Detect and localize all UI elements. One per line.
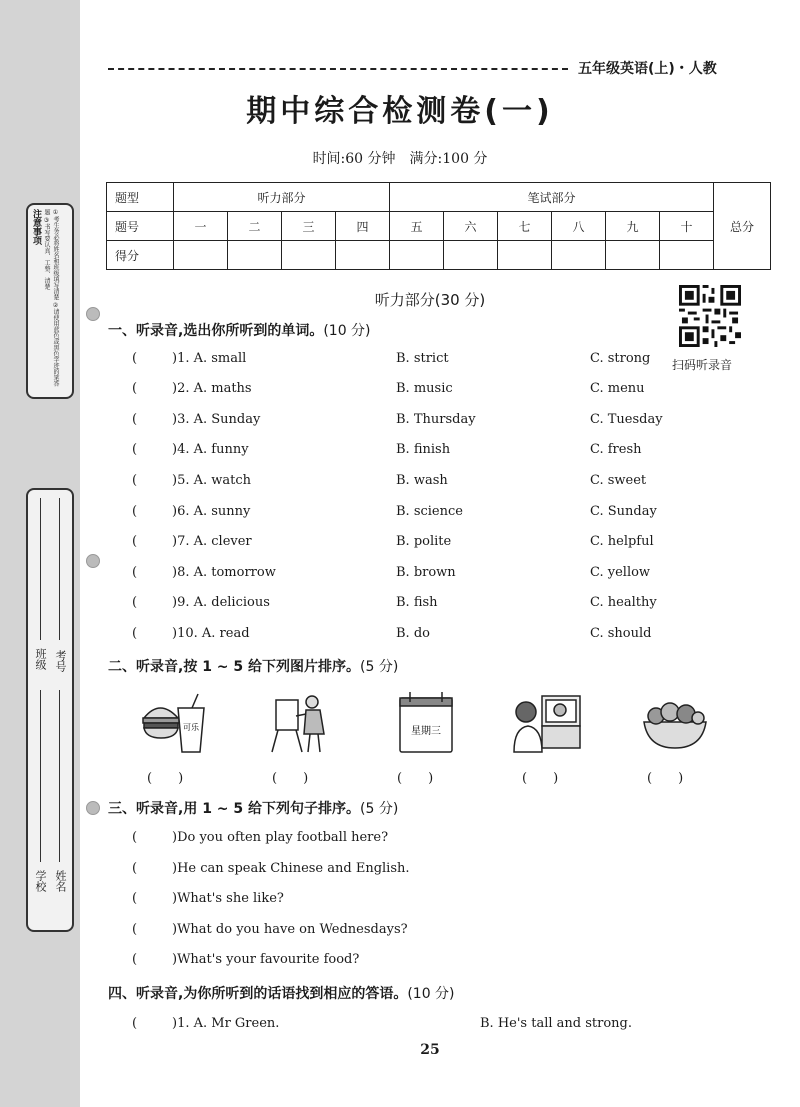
painting-picture [268,690,338,754]
score-cell[interactable] [606,241,660,270]
list-item: ( )What's she like? [132,891,284,906]
row-label-number: 题号 [107,212,174,241]
list-item: ( )1. A. small B. strict C. strong [132,351,651,366]
question-number: 三 [282,212,336,241]
list-item: ( )2. A. maths B. music C. menu [132,381,645,396]
listening-section-header: 听力部分(30 分) [374,291,486,309]
list-item: ( )5. A. watch B. wash C. sweet [132,473,647,488]
list-item: ( )What do you have on Wednesdays? [132,922,408,937]
score-cell[interactable] [336,241,390,270]
binding-hole-icon [86,801,100,815]
book-label: 五年级英语(上)・人教 [578,61,717,77]
notice-text: ①考生务必将姓名和班级填写清楚 ②请使用蓝色或黑色字迹的笔答题 ③书写要认真、工整、清楚 [43,209,59,387]
score-cell[interactable] [552,241,606,270]
question-number: 五 [390,212,444,241]
score-cell[interactable] [282,241,336,270]
class-label: 班级 [34,648,47,670]
school-label: 学校 [34,870,47,892]
list-item: ( )Do you often play football here? [132,830,389,845]
question-number: 二 [228,212,282,241]
score-cell[interactable] [174,241,228,270]
question-number: 十 [660,212,714,241]
total-score-label: 总分 [714,183,771,270]
score-cell[interactable] [660,241,714,270]
answer-blank[interactable]: ( ) [272,771,309,786]
page-number: 25 [420,1042,440,1058]
watching-tv-picture [512,690,582,754]
answer-blank[interactable]: ( ) [397,771,434,786]
answer-blank[interactable]: ( ) [147,771,184,786]
section-1-title: 一、听录音,选出你所听到的单词。(10 分) [108,323,371,339]
qr-caption: 扫码听录音 [672,358,733,372]
question-number: 四 [336,212,390,241]
question-number: 六 [444,212,498,241]
exam-time-info: 时间:60 分钟 满分:100 分 [312,151,488,167]
list-item: ( )7. A. clever B. polite C. helpful [132,534,654,549]
row-label-type: 题型 [107,183,174,212]
question-number: 七 [498,212,552,241]
answer-blank[interactable]: ( ) [522,771,559,786]
question-number: 八 [552,212,606,241]
cup-label: 可乐 [183,723,199,732]
list-item: ( )10. A. read B. do C. should [132,626,652,641]
exam-number-label: 考号 [54,650,67,672]
list-item: ( )What's your favourite food? [132,952,360,967]
salad-picture [640,690,710,754]
burger-cola-picture [140,690,210,754]
list-item: ( )9. A. delicious B. fish C. healthy [132,595,657,610]
question-number: 一 [174,212,228,241]
list-item: ( )4. A. funny B. finish C. fresh [132,442,642,457]
list-item: ( )3. A. Sunday B. Thursday C. Tuesday [132,412,663,427]
score-cell[interactable] [390,241,444,270]
score-cell[interactable] [228,241,282,270]
list-item: ( )8. A. tomorrow B. brown C. yellow [132,565,651,580]
row-label-score: 得分 [107,241,174,270]
notice-title: 注意事项 [31,209,41,245]
section-2-title: 二、听录音,按 1 ~ 5 给下列图片排序。(5 分) [108,659,399,675]
list-item: ( )1. A. Mr Green. B. He's tall and strong. [132,1016,632,1031]
listening-part-label: 听力部分 [174,183,390,212]
section-3-title: 三、听录音,用 1 ~ 5 给下列句子排序。(5 分) [108,801,399,817]
list-item: ( )He can speak Chinese and English. [132,861,410,876]
score-cell[interactable] [444,241,498,270]
page-title: 期中综合检测卷(一) [246,94,554,129]
question-number: 九 [606,212,660,241]
header-divider [108,68,568,70]
score-cell[interactable] [498,241,552,270]
list-item: ( )6. A. sunny B. science C. Sunday [132,504,657,519]
writing-part-label: 笔试部分 [390,183,714,212]
calendar-label: 星期三 [411,726,441,737]
answer-blank[interactable]: ( ) [647,771,684,786]
score-table [106,182,771,270]
name-label: 姓名 [54,870,67,892]
calendar-picture [392,690,462,754]
section-4-title: 四、听录音,为你所听到的话语找到相应的答语。(10 分) [108,986,455,1002]
